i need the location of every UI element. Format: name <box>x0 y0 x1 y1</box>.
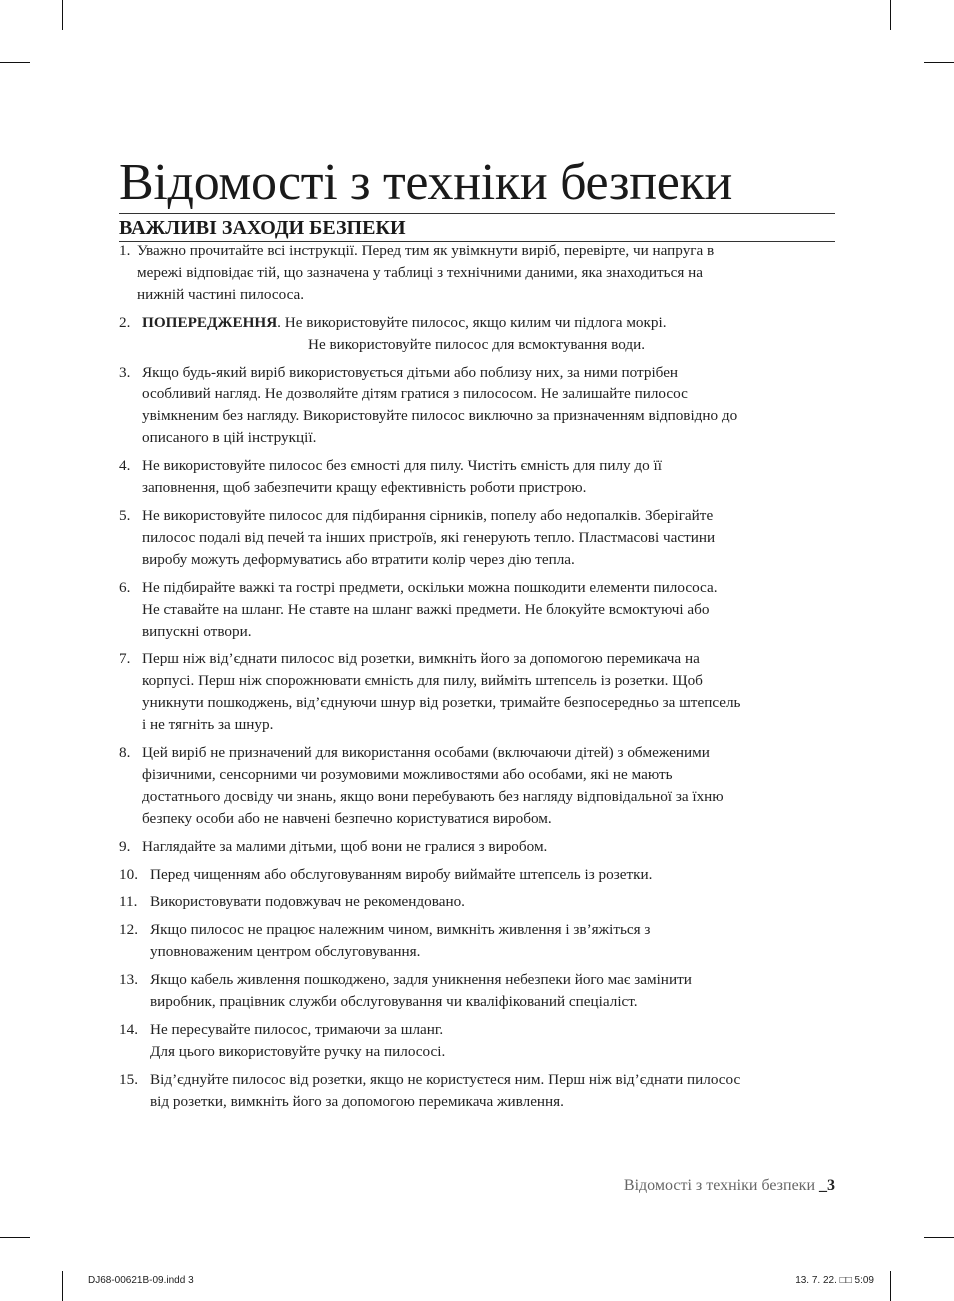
item-text-line: безпеку особи або не навчені безпечно користуватися виробом. <box>142 809 552 827</box>
list-item <box>119 455 835 499</box>
item-text-line: уникнути пошкоджень, від’єднуючи шнур від розетки, тримайте безпосередньо за штепсель <box>142 694 741 712</box>
item-text-line: і не тягніть за шнур. <box>142 716 274 734</box>
list-item <box>119 312 835 356</box>
item-number: 13. <box>119 971 138 989</box>
footer-text: Відомості з техніки безпеки <box>623 1177 815 1194</box>
page-footer <box>624 1177 835 1195</box>
item-number: 11. <box>119 893 138 911</box>
item-number: 12. <box>119 921 138 939</box>
item-text-line: Не використовуйте пилосос для всмоктування води. <box>308 335 646 353</box>
item-text-line: Не ставайте на шланг. Не ставте на шланг важкі предмети. Не блокуйте всмоктуючі або <box>142 600 710 618</box>
crop-mark <box>0 62 30 63</box>
item-text-line: Наглядайте за малими дітьми, щоб вони не гралися з виробом. <box>142 837 548 855</box>
item-number: 15. <box>119 1070 138 1088</box>
list-item <box>119 742 835 830</box>
item-text-line: уповноваженим центром обслуговування. <box>150 943 421 961</box>
crop-mark <box>62 1271 63 1301</box>
list-item <box>119 577 835 643</box>
item-number: 4. <box>119 457 131 475</box>
item-number: 2. <box>119 313 131 331</box>
item-number: 10. <box>119 865 138 883</box>
item-number: 14. <box>119 1021 138 1038</box>
item-number: 7. <box>119 650 131 668</box>
item-text-line: заповнення, щоб забезпечити кращу ефективність роботи пристрою. <box>142 479 587 497</box>
safety-list <box>119 240 835 1119</box>
item-text-line: Якщо пилосос не працює належним чином, вимкніть живлення і зв’яжіться з <box>150 921 651 939</box>
list-item <box>119 362 835 450</box>
item-text-line: особливий нагляд. Не дозволяйте дітям гратися з пилососом. Не залишайте пилосос <box>142 385 688 403</box>
list-item <box>119 1019 835 1063</box>
item-text-line: достатнього досвіду чи знань, якщо вони перебувають без нагляду відповідальної за їхню <box>142 787 724 805</box>
crop-mark <box>0 1237 30 1238</box>
item-text-line: Від’єднуйте пилосос від розетки, якщо не користуєтеся ним. Перш ніж від’єднати пилосос <box>150 1070 741 1088</box>
item-text-line: випускні отвори. <box>142 622 252 640</box>
item-number: 8. <box>119 744 131 762</box>
item-text-line: Не використовуйте пилосос без ємності для пилу. Чистіть ємність для пилу до її <box>142 457 662 475</box>
page-number: _3 <box>819 1177 835 1194</box>
section-heading: ВАЖЛИВІ ЗАХОДИ БЕЗПЕКИ <box>119 215 835 242</box>
item-text-line: Перед чищенням або обслуговуванням виробу виймайте штепсель із розетки. <box>150 865 653 883</box>
item-text-line <box>142 312 835 334</box>
item-text: . Не використовуйте пилосос, якщо килим чи підлога мокрі. <box>277 313 667 331</box>
item-text-line: Якщо будь-який виріб використовується дітьми або поблизу них, за ними потрібен <box>142 363 679 381</box>
item-number: 6. <box>119 578 131 596</box>
item-text-line: Не підбирайте важкі та гострі предмети, оскільки можна пошкодити елементи пилососа. <box>142 578 718 596</box>
item-text-line: корпусі. Перш ніж спорожнювати ємність для пилу, вийміть штепсель із розетки. Щоб <box>142 672 703 690</box>
item-text-line: нижній частині пилососа. <box>137 285 305 303</box>
crop-mark <box>924 1237 954 1238</box>
item-number: 5. <box>119 506 131 524</box>
item-text-line: Не пересувайте пилосос, тримаючи за шланг. <box>150 1021 444 1038</box>
list-item <box>119 1069 835 1113</box>
item-text-line: Якщо кабель живлення пошкоджено, задля уникнення небезпеки його має замінити <box>150 971 692 989</box>
item-number: 1. <box>119 242 131 259</box>
list-item <box>119 919 835 963</box>
item-text-line: описаного в цій інструкції. <box>142 429 317 447</box>
item-text-line: Перш ніж від’єднати пилосос від розетки, вимкніть його за допомогою перемикача на <box>142 650 700 668</box>
item-text-line: від розетки, вимкніть його за допомогою перемикача живлення. <box>150 1092 564 1110</box>
crop-mark <box>62 0 63 30</box>
list-item <box>119 969 835 1013</box>
list-item <box>119 836 835 858</box>
item-text-line: мережі відповідає тій, що зазначена у таблиці з технічними даними, яка знаходиться на <box>137 263 703 281</box>
item-text-line: Використовувати подовжувач не рекомендовано. <box>150 893 465 911</box>
slug-file: DJ68-00621B-09.indd 3 <box>88 1275 194 1286</box>
crop-mark <box>890 1271 891 1301</box>
item-text-line: виробу можуть деформуватись або втратити колір через дію тепла. <box>142 550 575 568</box>
item-text-line: виробник, працівник служби обслуговування чи кваліфікований спеціаліст. <box>150 993 638 1011</box>
list-item <box>119 891 835 913</box>
slug-date: 13. 7. 22. □□ 5:09 <box>795 1275 874 1286</box>
list-item <box>119 505 835 571</box>
item-number: 9. <box>119 837 131 855</box>
item-number: 3. <box>119 363 131 381</box>
crop-mark <box>890 0 891 30</box>
list-item <box>119 648 835 736</box>
item-text-line: Уважно прочитайте всі інструкції. Перед тим як увімкнути виріб, перевірте, чи напруга в <box>137 242 715 259</box>
list-item <box>119 240 835 306</box>
item-text-line: Не використовуйте пилосос для підбирання сірників, попелу або недопалків. Зберігайте <box>142 506 714 524</box>
item-text-line: пилосос подалі від печей та інших пристроїв, які генерують тепло. Пластмасові частини <box>142 528 716 546</box>
item-text-line: Для цього використовуйте ручку на пилососі. <box>150 1042 446 1060</box>
list-item <box>119 864 835 886</box>
item-text-line: фізичними, сенсорними чи розумовими можливостями або особами, які не мають <box>142 765 673 783</box>
warning-label: ПОПЕРЕДЖЕННЯ <box>142 313 278 331</box>
crop-mark <box>924 62 954 63</box>
item-text-line: увімкненим без нагляду. Використовуйте пилосос виключно за призначенням відповідно до <box>142 407 738 425</box>
page-title: Відомості з техніки безпеки <box>119 153 835 214</box>
item-text-line: Цей виріб не призначений для використання особами (включаючи дітей) з обмеженими <box>142 744 710 762</box>
